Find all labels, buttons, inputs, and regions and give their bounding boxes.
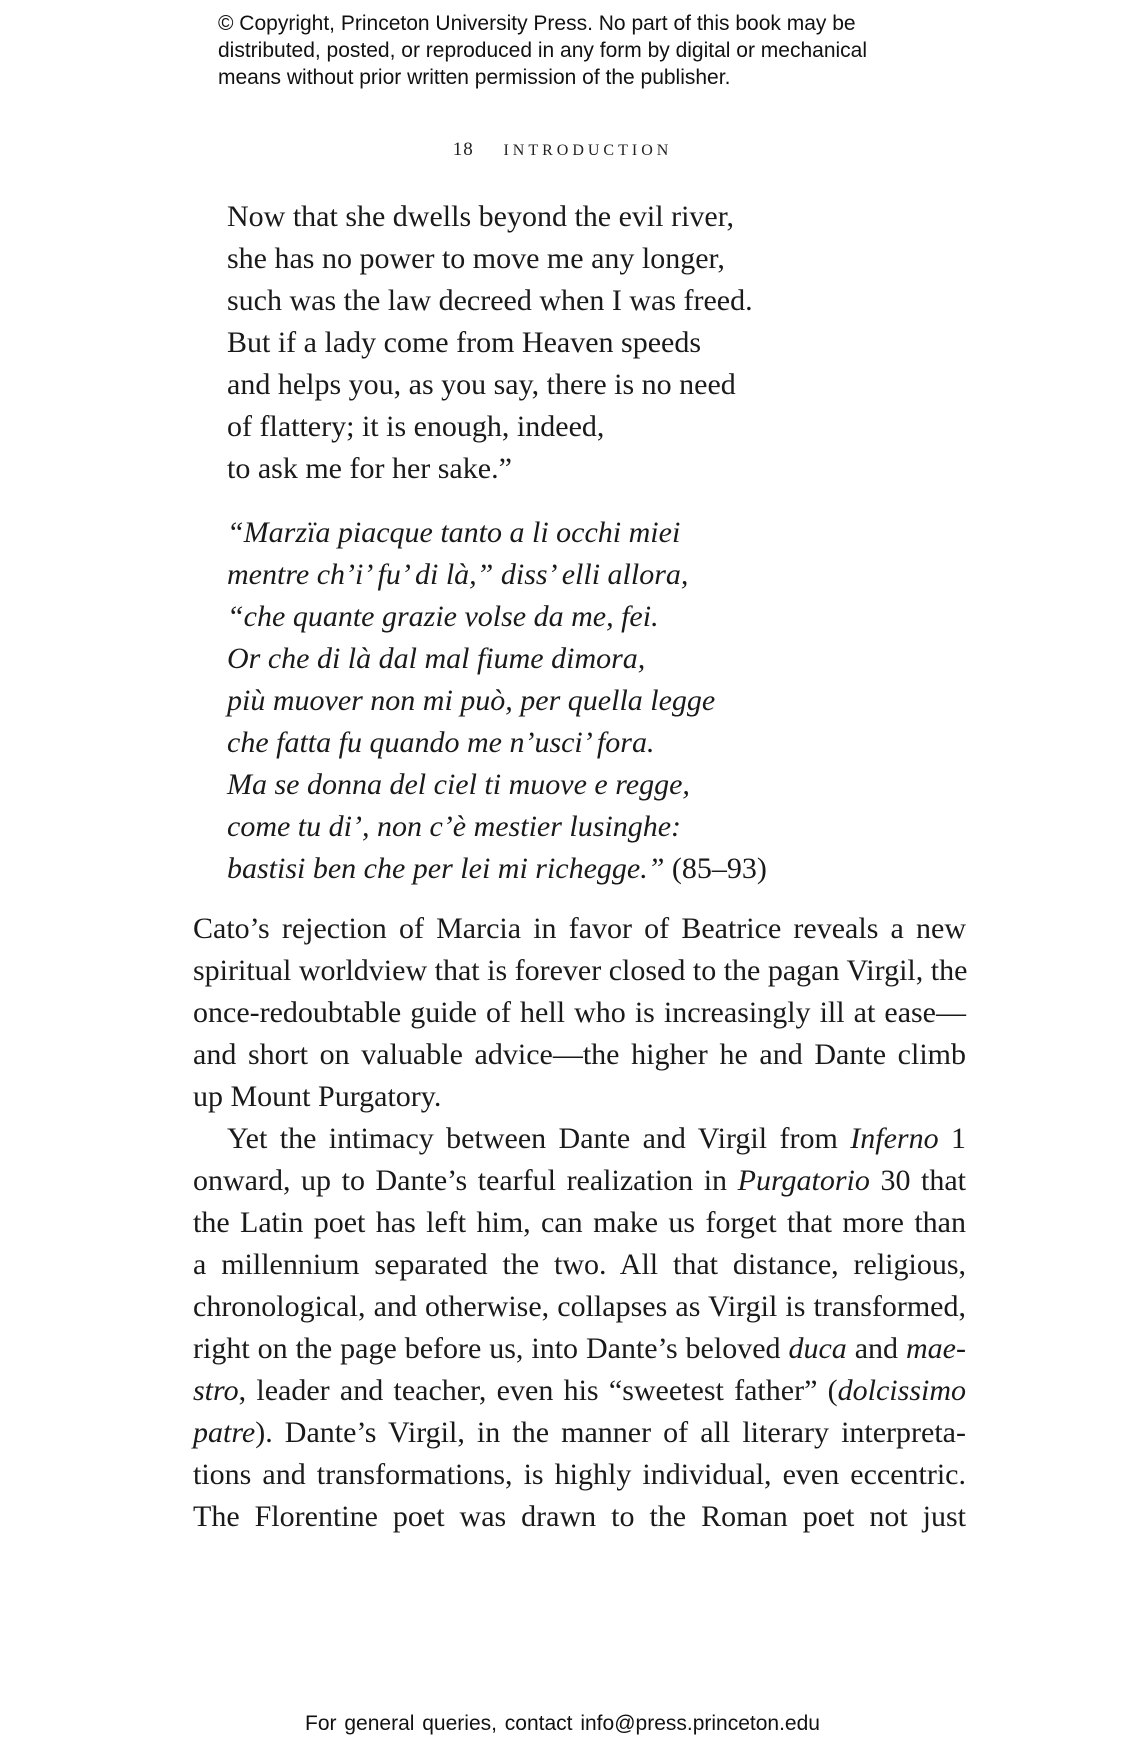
verse-line: come tu di’, non c’è mestier lusinghe: xyxy=(227,810,682,843)
text-line-content xyxy=(193,1328,966,1370)
text-run: onward, up to Dante’s tearful realization in xyxy=(193,1164,738,1197)
text-run: ). Dante’s Virgil, in the manner of all literary interpreta- xyxy=(255,1416,966,1449)
text-line-content: a millennium separated the two. All that distance, religious, xyxy=(193,1248,966,1281)
verse-line: che fatta fu quando me n’usci’ fora. xyxy=(227,726,655,759)
copyright-line: © Copyright, Princeton University Press. No part of this book may be xyxy=(218,12,856,35)
verse-line: mentre ch’i’ fu’ di là,” diss’ elli allora, xyxy=(227,558,689,591)
text-line xyxy=(193,1034,966,1076)
italic-title: Purgatorio xyxy=(737,1164,870,1197)
verse-line xyxy=(227,848,767,890)
italic-title: Inferno xyxy=(850,1122,939,1155)
section-title: INTRODUCTION xyxy=(503,142,673,159)
text-line xyxy=(193,950,966,992)
italic-term: stro xyxy=(193,1374,239,1407)
text-line xyxy=(193,1118,966,1160)
verse-line-text: bastisi ben che per lei mi richegge.” xyxy=(227,852,665,885)
text-line-content: and short on valuable advice—the higher he and Dante climb xyxy=(193,1038,966,1071)
verse-line: of flattery; it is enough, indeed, xyxy=(227,410,605,443)
italic-term: dolcissimo xyxy=(837,1374,966,1407)
verse-line: Now that she dwells beyond the evil river, xyxy=(227,200,735,233)
verse-citation: (85–93) xyxy=(664,852,767,885)
text-line-content xyxy=(193,1370,966,1412)
verse-line: “Marzïa piacque tanto a li occhi miei xyxy=(227,516,681,549)
text-run: right on the page before us, into Dante’s beloved xyxy=(193,1332,789,1365)
text-line xyxy=(193,1244,966,1286)
text-run: Yet the intimacy between Dante and Virgil from xyxy=(227,1122,851,1155)
text-line xyxy=(193,1076,966,1118)
verse-line: such was the law decreed when I was freed. xyxy=(227,284,753,317)
body-paragraph-2 xyxy=(193,1118,966,1538)
text-line xyxy=(193,1202,966,1244)
text-line xyxy=(193,1370,966,1412)
verse-line: and helps you, as you say, there is no need xyxy=(227,368,736,401)
text-line-content xyxy=(227,1118,966,1160)
verse-line: Or che di là dal mal fiume dimora, xyxy=(227,642,646,675)
text-run: 1 xyxy=(938,1122,966,1155)
copyright-line: means without prior written permission of the publisher. xyxy=(218,66,731,89)
text-line xyxy=(193,1286,966,1328)
italic-term: patre xyxy=(193,1416,256,1449)
text-line-content: tions and transformations, is highly individual, even eccentric. xyxy=(193,1458,966,1491)
italic-term: mae- xyxy=(906,1332,966,1365)
text-line-content: up Mount Purgatory. xyxy=(193,1080,442,1113)
text-run: 30 that xyxy=(869,1164,966,1197)
text-line xyxy=(193,1328,966,1370)
footer-contact: For general queries, contact info@press.princeton.edu xyxy=(305,1712,820,1735)
text-line xyxy=(193,908,966,950)
english-verse xyxy=(227,196,753,490)
verse-line: “che quante grazie volse da me, fei. xyxy=(227,600,659,633)
text-line xyxy=(193,1496,966,1538)
text-line xyxy=(193,992,966,1034)
text-line-content: chronological, and otherwise, collapses as Virgil is transformed, xyxy=(193,1290,966,1323)
text-line-content: The Florentine poet was drawn to the Roman poet not just xyxy=(193,1500,966,1533)
text-run: and xyxy=(846,1332,906,1365)
text-line-content: the Latin poet has left him, can make us forget that more than xyxy=(193,1206,966,1239)
text-line xyxy=(193,1454,966,1496)
text-line xyxy=(193,1160,966,1202)
text-run: , leader and teacher, even his “sweetest father” ( xyxy=(238,1374,838,1407)
verse-line: she has no power to move me any longer, xyxy=(227,242,725,275)
italic-term: duca xyxy=(788,1332,847,1365)
text-line xyxy=(193,1412,966,1454)
text-line-content xyxy=(193,1412,966,1454)
text-line-content: Cato’s rejection of Marcia in favor of Beatrice reveals a new xyxy=(193,912,966,945)
running-head xyxy=(0,139,1125,161)
page-number: 18 xyxy=(452,139,474,160)
verse-line: più muover non mi può, per quella legge xyxy=(227,684,716,717)
body-paragraph-1 xyxy=(193,908,966,1118)
italian-verse xyxy=(227,512,767,890)
copyright-line: distributed, posted, or reproduced in any form by digital or mechanical xyxy=(218,39,868,62)
text-line-content xyxy=(193,1160,966,1202)
verse-line: But if a lady come from Heaven speeds xyxy=(227,326,702,359)
text-line-content: spiritual worldview that is forever closed to the pagan Virgil, the xyxy=(193,954,968,987)
copyright-notice xyxy=(218,10,978,91)
verse-line: to ask me for her sake.” xyxy=(227,452,512,485)
verse-line: Ma se donna del ciel ti muove e regge, xyxy=(227,768,690,801)
text-line-content: once-redoubtable guide of hell who is increasingly ill at ease— xyxy=(193,996,966,1029)
